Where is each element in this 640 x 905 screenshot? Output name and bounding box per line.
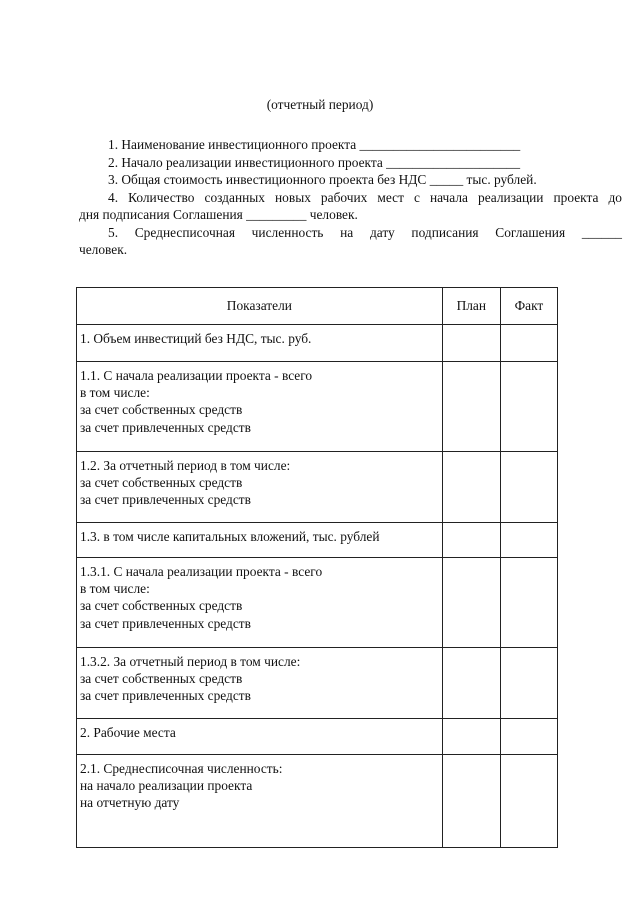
item-project-name: 1. Наименование инвестиционного проекта ________________________ bbox=[108, 137, 521, 152]
indicator-cell bbox=[77, 558, 443, 648]
indicator-line: за счет привлеченных средств bbox=[80, 615, 251, 631]
indicator-line: за счет привлеченных средств bbox=[80, 688, 251, 704]
plan-cell[interactable] bbox=[442, 558, 500, 648]
indicator-line: 1.1. С начала реализации проекта - всего bbox=[80, 368, 313, 383]
item-new-jobs-line2: дня подписания Соглашения _________ человек. bbox=[79, 207, 358, 222]
fact-cell[interactable] bbox=[500, 755, 557, 848]
indicator-line: 2. Рабочие места bbox=[80, 725, 176, 740]
indicator-line: на отчетную дату bbox=[80, 795, 180, 811]
item-project-cost: 3. Общая стоимость инвестиционного проекта без НДС _____ тыс. рублей. bbox=[108, 172, 537, 187]
item-project-start: 2. Начало реализации инвестиционного проекта ____________________ bbox=[108, 154, 521, 170]
item-new-jobs-line1: 4. Количество созданных новых рабочих мест с начала реализации проекта до bbox=[108, 189, 622, 205]
indicator-line: за счет собственных средств bbox=[80, 598, 243, 614]
indicators-table bbox=[76, 287, 558, 848]
header-indicators: Показатели bbox=[77, 288, 443, 325]
table-row bbox=[77, 523, 558, 558]
indicator-line: 1.3.1. С начала реализации проекта - всего bbox=[80, 564, 323, 579]
indicator-line: в том числе: bbox=[80, 581, 150, 597]
indicator-line: 2.1. Среднесписочная численность: bbox=[80, 761, 283, 776]
indicator-cell bbox=[77, 325, 443, 362]
table-header-row bbox=[77, 288, 558, 325]
indicator-cell bbox=[77, 452, 443, 523]
indicator-cell bbox=[77, 523, 443, 558]
indicator-line: 1.3.2. За отчетный период в том числе: bbox=[80, 654, 301, 669]
indicator-line: за счет привлеченных средств bbox=[80, 419, 251, 435]
table-row bbox=[77, 719, 558, 755]
project-info-list bbox=[79, 136, 622, 259]
table-row bbox=[77, 755, 558, 848]
indicator-line: 1. Объем инвестиций без НДС, тыс. руб. bbox=[80, 331, 312, 346]
plan-cell[interactable] bbox=[442, 755, 500, 848]
plan-cell[interactable] bbox=[442, 325, 500, 362]
plan-cell[interactable] bbox=[442, 452, 500, 523]
table-row bbox=[77, 325, 558, 362]
plan-cell[interactable] bbox=[442, 648, 500, 719]
fact-cell[interactable] bbox=[500, 362, 557, 452]
indicator-line: за счет собственных средств bbox=[80, 671, 243, 687]
table-row bbox=[77, 648, 558, 719]
table-row bbox=[77, 452, 558, 523]
item-headcount-line2: человек. bbox=[79, 242, 128, 257]
fact-cell[interactable] bbox=[500, 558, 557, 648]
indicator-cell bbox=[77, 362, 443, 452]
table-row bbox=[77, 362, 558, 452]
fact-cell[interactable] bbox=[500, 452, 557, 523]
indicator-cell bbox=[77, 755, 443, 848]
indicator-line: 1.3. в том числе капитальных вложений, тыс. рублей bbox=[80, 529, 380, 544]
indicator-line: за счет привлеченных средств bbox=[80, 492, 251, 508]
indicator-line: за счет собственных средств bbox=[80, 402, 243, 418]
indicator-cell bbox=[77, 648, 443, 719]
plan-cell[interactable] bbox=[442, 719, 500, 755]
period-caption: (отчетный период) bbox=[266, 97, 374, 112]
header-plan: План bbox=[442, 288, 500, 325]
table-row bbox=[77, 558, 558, 648]
fact-cell[interactable] bbox=[500, 523, 557, 558]
item-headcount-line1: 5. Среднесписочная численность на дату подписания Соглашения ______ bbox=[108, 224, 622, 240]
fact-cell[interactable] bbox=[500, 325, 557, 362]
indicator-line: в том числе: bbox=[80, 385, 150, 401]
fact-cell[interactable] bbox=[500, 648, 557, 719]
indicator-line: 1.2. За отчетный период в том числе: bbox=[80, 458, 291, 473]
indicator-cell bbox=[77, 719, 443, 755]
plan-cell[interactable] bbox=[442, 523, 500, 558]
fact-cell[interactable] bbox=[500, 719, 557, 755]
indicator-line: за счет собственных средств bbox=[80, 475, 243, 491]
indicator-line: на начало реализации проекта bbox=[80, 778, 253, 794]
header-fact: Факт bbox=[500, 288, 557, 325]
plan-cell[interactable] bbox=[442, 362, 500, 452]
